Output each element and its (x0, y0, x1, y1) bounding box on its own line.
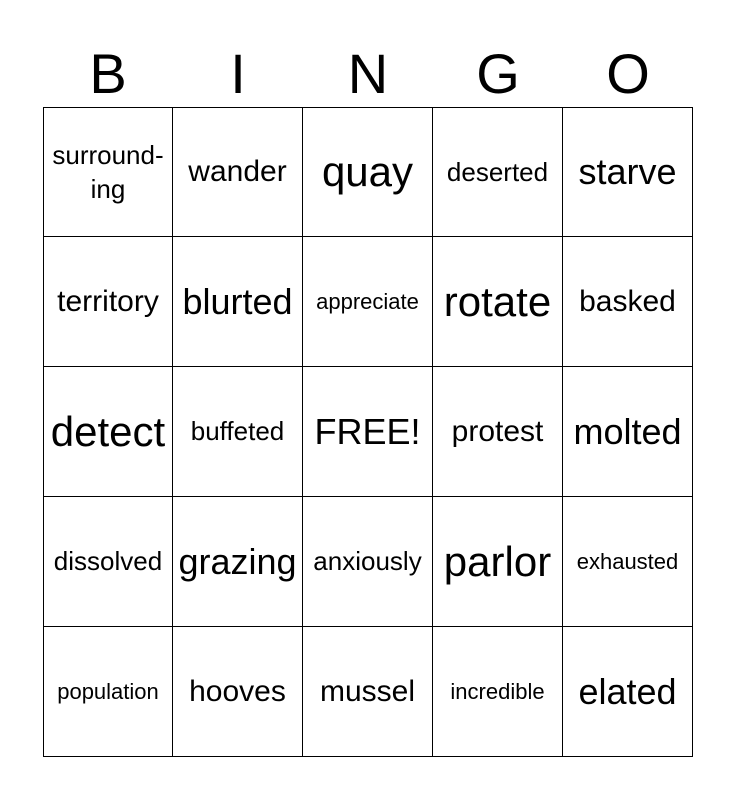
bingo-cell (563, 627, 693, 757)
bingo-cell (173, 237, 303, 367)
bingo-cell (43, 107, 173, 237)
cell-word: rotate (443, 277, 552, 325)
free-space-label: FREE! (314, 410, 421, 452)
header-letter-i: I (230, 42, 246, 105)
cell-word: buffeted (190, 416, 285, 446)
bingo-cell (173, 497, 303, 627)
cell-word: parlor (443, 537, 552, 585)
cell-word: hooves (189, 674, 286, 708)
bingo-header (43, 40, 693, 108)
cell-word: quay (321, 148, 414, 195)
cell-word: detect (50, 407, 166, 455)
bingo-board (43, 107, 693, 757)
cell-word: incredible (450, 678, 545, 704)
bingo-cell (303, 237, 433, 367)
cell-word: population (57, 678, 159, 704)
bingo-cell (563, 237, 693, 367)
header-letter-n: N (347, 42, 389, 105)
cell-word: grazing (178, 540, 297, 582)
bingo-cell (303, 497, 433, 627)
cell-word: territory (57, 284, 159, 318)
bingo-cell (563, 107, 693, 237)
cell-word: exhausted (576, 548, 679, 574)
cell-word: molted (573, 410, 682, 452)
header-letter-o: O (606, 42, 650, 105)
bingo-cell (563, 497, 693, 627)
bingo-cell (43, 367, 173, 497)
bingo-cell (433, 107, 563, 237)
cell-word: appreciate (316, 288, 419, 314)
bingo-cell (303, 627, 433, 757)
cell-word: starve (578, 151, 677, 192)
cell-word: anxiously (313, 546, 422, 576)
cell-word: blurted (182, 280, 293, 322)
bingo-cell (433, 627, 563, 757)
cell-word: wander (188, 155, 287, 188)
cell-word: protest (451, 414, 544, 448)
cell-word: basked (579, 284, 676, 318)
bingo-cell (563, 367, 693, 497)
bingo-cell (43, 237, 173, 367)
bingo-cell (173, 367, 303, 497)
bingo-cell (43, 497, 173, 627)
bingo-cell (433, 237, 563, 367)
cell-word: surround- ing (52, 140, 164, 204)
bingo-cell (173, 627, 303, 757)
bingo-cell (433, 367, 563, 497)
bingo-cell (43, 627, 173, 757)
cell-word: deserted (446, 156, 549, 187)
bingo-cell (173, 107, 303, 237)
header-letter-b: B (89, 42, 127, 105)
bingo-cell (303, 107, 433, 237)
cell-word: elated (578, 670, 677, 712)
header-letter-g: G (476, 42, 520, 105)
cell-word: dissolved (53, 546, 163, 576)
cell-word: mussel (319, 674, 416, 708)
bingo-cell (433, 497, 563, 627)
bingo-cell free-space (303, 367, 433, 497)
